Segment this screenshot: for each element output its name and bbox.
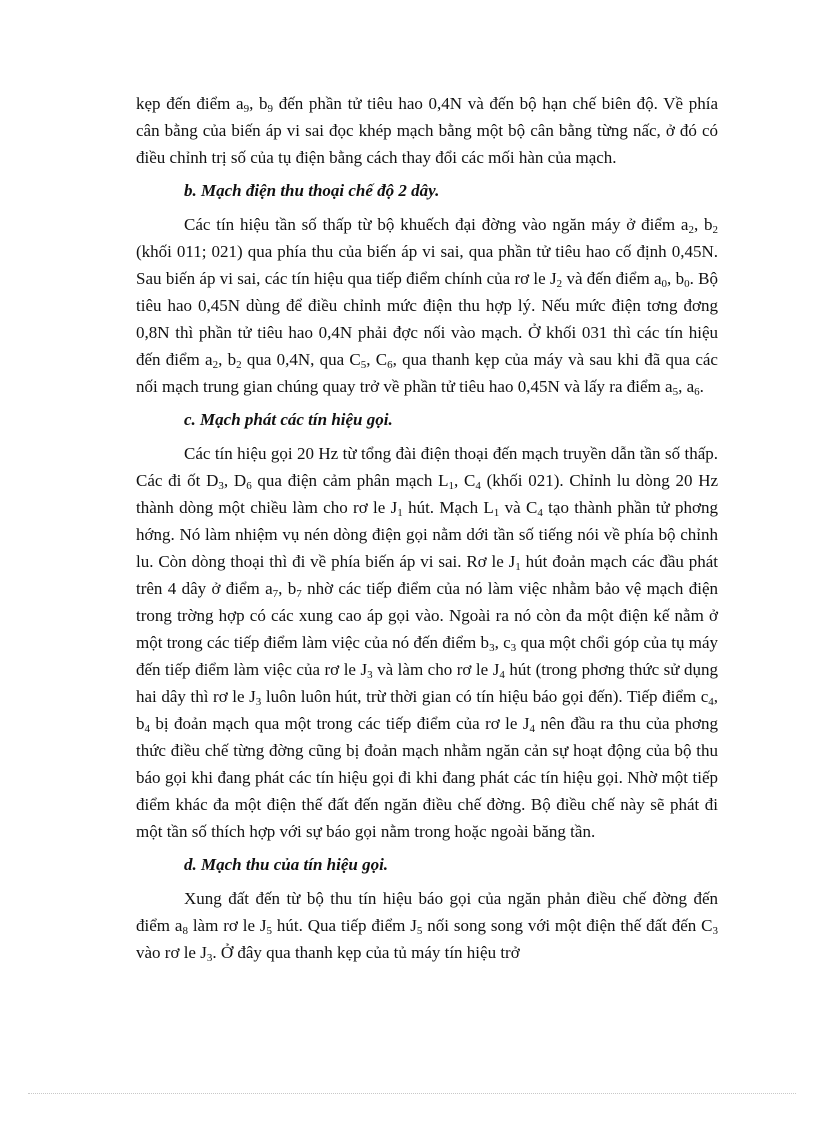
heading-ring-receive: d. Mạch thu của tín hiệu gọi.: [184, 855, 389, 874]
paragraph-ring-transmit: Các tín hiệu gọi 20 Hz từ tổng đài điện thoại đến mạch truyền dẫn tần số thấp. Các đi ốt $D_3$, $D_6$ qua điện cảm phân mạch $L_1$, $C_4$ (khối 021). Chỉnh lu dòng 20 Hz thành dòng một chiều làm cho rơ le $J_1$ hút. Mạch $L_1$ và $C_4$ tạo thành phần tử phơng hớng. Nó làm nhiệm vụ nén dòng điện gọi nằm dới tần số tiếng nói về phía bộ chỉnh lu. Còn dòng thoại thì đi về phía biến áp vi sai. Rơ le $J_1$ hút đoản mạch các đầu phát trên 4 dây ở điểm $a_7$, $b_7$ nhờ các tiếp điểm của nó làm việc nhằm bảo vệ mạch điện trong trờng hợp có các xung cao áp gọi vào. Ngoài ra nó còn đa một điện kế nằm ở một trong các tiếp điểm làm việc của nó đến điểm $b_3$, $c_3$ qua một chổi góp của tụ máy đến tiếp điểm làm việc của rơ le $J_3$ và làm cho rơ le $J_4$ hút (trong phơng thức sử dụng hai dây thì rơ le $J_3$ luôn luôn hút, trừ thời gian có tín hiệu báo gọi đến). Tiếp điểm $c_4$, $b_4$ bị đoản mạch qua một trong các tiếp điểm của rơ le $J_4$ nên đầu ra thu của phơng thức điều chế từng đờng cũng bị đoản mạch nhằm ngăn cản sự hoạt động của bộ thu báo gọi khi đang phát các tín hiệu gọi đi khi đang phát các tín hiệu gọi. Nhờ một tiếp điểm khác đa một điện thế đất đến ngăn điều chế đờng. Bộ điều chế này sẽ phát đi một tần số thích hợp với sự báo gọi nằm trong hoặc ngoài băng tần.: [136, 444, 719, 841]
paragraph-intro: kẹp đến điểm $a_9$, $b_9$ đến phần tử tiêu hao 0,4N và đến bộ hạn chế biên độ. Về phía cân bằng của biến áp vi sai đọc khép mạch bằng một bộ cân bằng từng nấc, ở đó có điều chỉnh trị số của tụ điện bằng cách thay đổi các mối hàn của mạch.: [136, 94, 719, 167]
paragraph-ring-receive: Xung đất đến từ bộ thu tín hiệu báo gọi của ngăn phản điều chế đờng đến điểm $a_8$ làm rơ le $J_5$ hút. Qua tiếp điểm $J_5$ nối song song với một điện thế đất đến $C_3$ vào rơ le $J_3$. Ở đây qua thanh kẹp của tủ máy tín hiệu trở: [136, 889, 718, 964]
heading-two-wire-receive: b. Mạch điện thu thoại chế độ 2 dây.: [184, 181, 440, 200]
page-bottom-divider: [28, 1093, 796, 1094]
paragraph-two-wire-receive: Các tín hiệu tần số thấp từ bộ khuếch đại đờng vào ngăn máy ở điểm $a_2$, $b_2$ (khối 011; 021) qua phía thu của biến áp vi sai, qua phần tử tiêu hao cố định 0,45N. Sau biến áp vi sai, các tín hiệu qua tiếp điểm chính của rơ le $J_2$ và đến điểm $a_0$, $b_0$. Bộ tiêu hao 0,45N dùng để điều chỉnh mức điện thu hợp lý. Nếu mức điện tơng đơng 0,8N thì phần tử tiêu hao 0,4N phải đợc nối vào mạch. Ở khối 031 thì các tín hiệu đến điểm $a_2$, $b_2$ qua 0,4N, qua $C_5$, $C_6$, qua thanh kẹp của máy và sau khi đã qua các nối mạch trung gian chúng quay trở về phần tử tiêu hao 0,45N và lấy ra điểm $a_5$, $a_6$.: [136, 215, 718, 398]
document-page: [136, 90, 718, 966]
heading-ring-transmit: c. Mạch phát các tín hiệu gọi.: [184, 410, 393, 429]
